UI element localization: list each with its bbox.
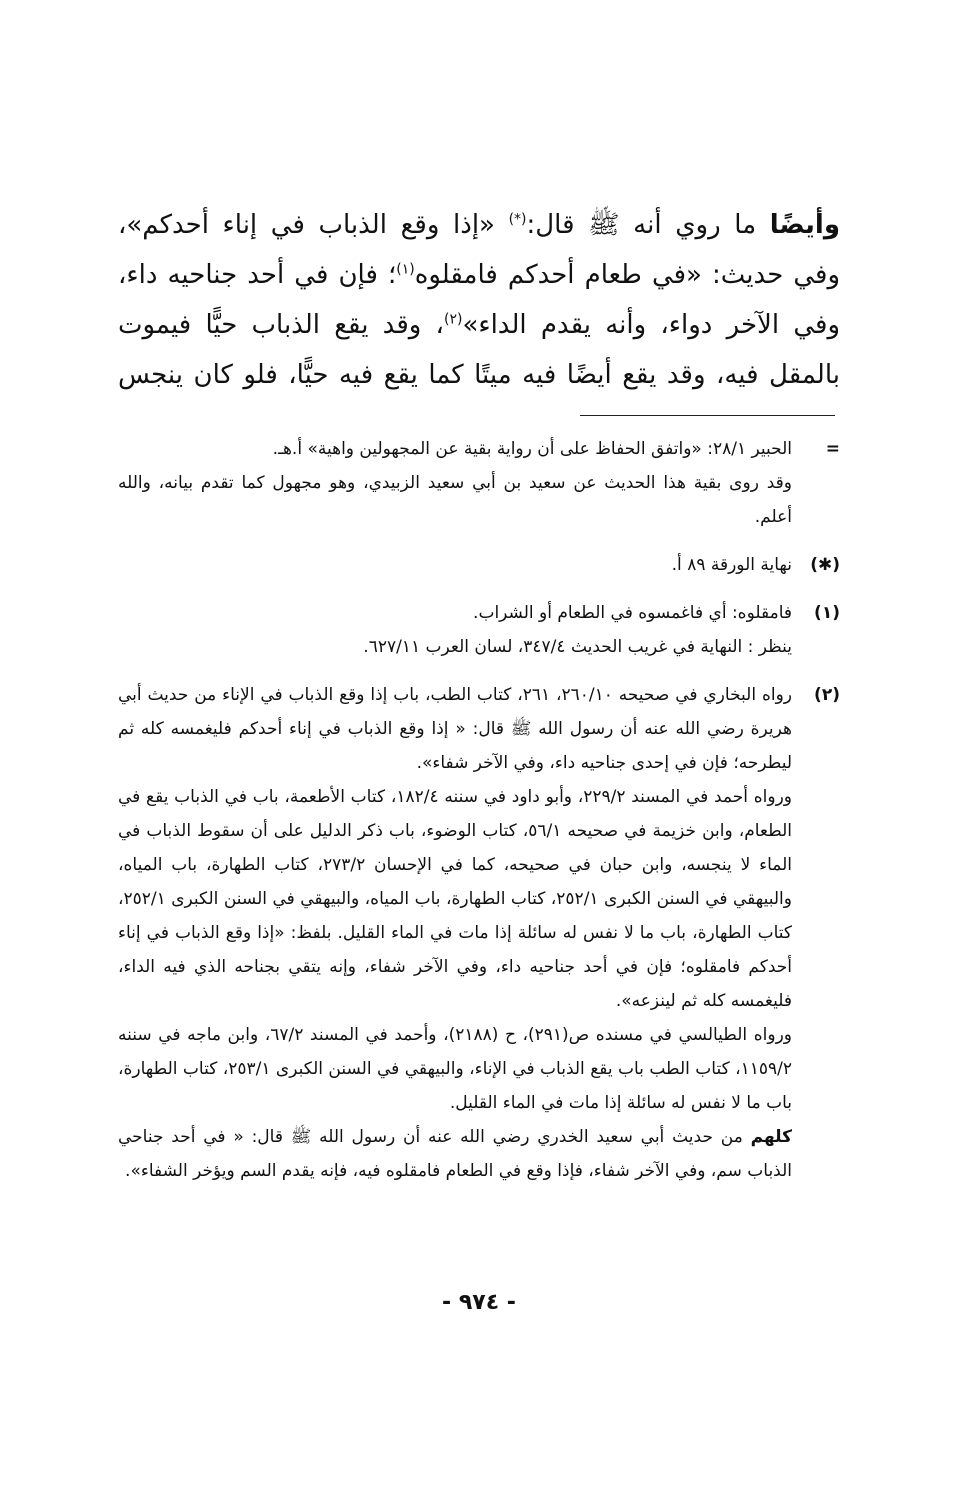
footnote-marker: (١) [814, 603, 840, 623]
footnote-line: وقد روى بقية هذا الحديث عن سعيد بن أبي سعيد الزبيدي، وهو مجهول كما تقدم بيانه، والله أعلم. [118, 473, 792, 527]
footnote-ref-1: (١) [396, 261, 415, 278]
main-line-3-text-b: ، وقد يقع الذباب حيًّا فيموت [118, 310, 444, 340]
footnote-text: من حديث أبي سعيد الخدري رضي الله عنه أن رسول الله ﷺ قال: « في أحد جناحي الذباب سم، وفي الآخر شفاء، فإذا وقع في الطعام فامقلوه فيه، فإنه يقدم السم ويؤخر الشفاء». [118, 1127, 792, 1181]
footnote-marker: (٢) [814, 685, 840, 705]
main-text [118, 200, 840, 400]
footnote-separator [580, 415, 835, 416]
document-page [118, 0, 840, 1494]
main-line-1-text: ما روي أنه ﷺ قال: [526, 210, 770, 240]
footnote-paragraph: رواه البخاري في صحيحه ٢٦٠/١٠، ٢٦١، كتاب الطب، باب إذا وقع الذباب في الإناء من حديث أبي هريرة رضي الله عنه أن رسول الله ﷺ قال: « إذا وقع الذباب في إناء أحدكم فليغمسه كله ثم ليطرحه؛ فإن في إحدى جناحيه داء، وفي الآخر شفاء». [118, 685, 792, 773]
main-line-2 [118, 250, 840, 300]
main-line-3-text-a: وفي الآخر دواء، وأنه يقدم الداء» [462, 310, 840, 340]
footnotes [118, 432, 840, 1202]
main-line-4: بالمقل فيه، وقد يقع أيضًا فيه ميتًا كما يقع فيه حيًّا، فلو كان ينجس [118, 360, 840, 390]
lead-word: وأيضًا [769, 210, 840, 240]
footnote-paragraph: ورواه أحمد في المسند ٢٢٩/٢، وأبو داود في سننه ١٨٢/٤، كتاب الأطعمة، باب في الذباب يقع في الطعام، وابن خزيمة في صحيحه ٥٦/١، كتاب الوضوء، باب ذكر الدليل على أن سقوط الذباب في الماء لا ينجسه، وابن حبان في صحيحه، كما في الإحسان ٢٧٣/٢، كتاب الطهارة، باب المياه، والبيهقي في السنن الكبرى ٢٥٢/١، كتاب الطهارة، باب المياه، والبيهقي في السنن الكبرى ٢٥٢/١، كتاب الطهارة، باب ما لا نفس له سائلة إذا مات في الماء القليل. بلفظ: «إذا وقع الذباب في إناء أحدكم فامقلوه؛ فإن في أحد جناحيه داء، وفي الآخر شفاء، وإنه يتقي بجناحه الذي فيه الداء، فليغمسه كله ثم لينزعه». [118, 787, 792, 1011]
footnote-line: فامقلوه: أي فاغمسوه في الطعام أو الشراب. [473, 603, 792, 623]
footnote-ref-2: (٢) [443, 311, 463, 328]
footnote-body [118, 596, 792, 664]
footnote-body [118, 432, 792, 534]
footnote-star [118, 548, 840, 582]
footnote-1 [118, 596, 840, 664]
footnote-2 [118, 678, 840, 1188]
main-line-2-text-a: وفي حديث: «في طعام أحدكم فامقلوه [414, 260, 840, 290]
footnote-marker: (✱) [810, 555, 840, 575]
main-line-2-text-b: ؛ فإن في أحد جناحيه داء، [118, 260, 397, 290]
footnote-continuation [118, 432, 840, 534]
footnote-body [118, 678, 792, 1188]
main-line-1-quote: «إذا وقع الذباب في إناء أحدكم»، [118, 210, 509, 240]
main-line-1 [118, 200, 840, 250]
footnote-paragraph: ورواه الطيالسي في مسنده ص(٢٩١)، ح (٢١٨٨)، وأحمد في المسند ٦٧/٢، وابن ماجه في سننه ١١٥٩/٢، كتاب الطب باب يقع الذباب في الإناء، والبيهقي في السنن الكبرى ٢٥٣/١، كتاب الطهارة، باب ما لا نفس له سائلة إذا مات في الماء القليل. [118, 1025, 792, 1113]
star-reference: (*) [508, 211, 527, 228]
main-line-3 [118, 300, 840, 350]
footnote-line: ينظر : النهاية في غريب الحديث ٣٤٧/٤، لسان العرب ٦٢٧/١١. [363, 637, 792, 657]
page-number: - ٩٧٤ - [442, 1290, 516, 1315]
footnote-line: نهاية الورقة ٨٩ أ. [671, 555, 792, 575]
footnote-paragraph [118, 1120, 792, 1188]
footnote-marker: = [825, 439, 840, 459]
footnote-line: الحبير ٢٨/١: «واتفق الحفاظ على أن رواية بقية عن المجهولين واهية» أ.هـ. [272, 439, 792, 459]
footnote-body [118, 548, 792, 582]
footnote-lead-word: كلهم [750, 1127, 792, 1147]
